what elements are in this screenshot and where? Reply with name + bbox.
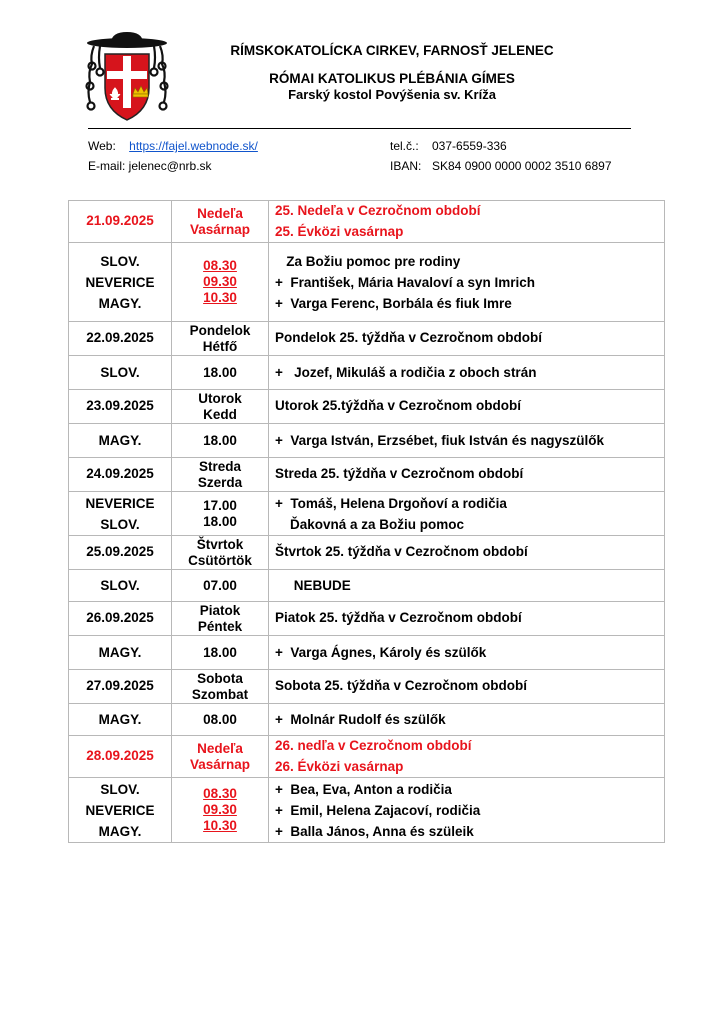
liturgical-day-cell xyxy=(269,390,665,424)
mass-row xyxy=(69,424,665,458)
mass-intention: NEBUDE xyxy=(275,578,351,593)
mass-intention: + Varga István, Erzsébet, fiuk István és nagyszülők xyxy=(275,433,605,448)
mass-intention: + František, Mária Havaloví a syn Imrich xyxy=(275,274,535,290)
liturgical-day-name: 26. nedľa v Cezročnom období xyxy=(275,738,472,753)
day-row xyxy=(69,736,665,778)
church-name: Farský kostol Povýšenia sv. Kríža xyxy=(288,87,496,102)
weekday-sk: Pondelok xyxy=(189,322,251,338)
intention-cell xyxy=(269,570,665,602)
weekday-sk: Štvrtok xyxy=(196,536,244,552)
liturgical-day-name: Streda 25. týždňa v Cezročnom období xyxy=(275,466,524,482)
parish-title-sk: RÍMSKOKATOLÍCKA CIRKEV, FARNOSŤ JELENEC xyxy=(230,43,554,58)
liturgical-day-name: 26. Évközi vasárnap xyxy=(275,758,404,774)
web-label: Web: xyxy=(88,139,116,153)
place-name: SLOV. xyxy=(100,516,140,532)
liturgical-day-cell xyxy=(269,201,665,243)
mass-time: 09.30 xyxy=(203,802,237,817)
weekday-hu: Csütörtök xyxy=(188,552,252,568)
liturgical-day-name: 25. Nedeľa v Cezročnom období xyxy=(275,203,481,218)
place-cell xyxy=(69,570,172,602)
weekday-hu: Péntek xyxy=(197,618,243,634)
parish-coat-of-arms-icon xyxy=(84,30,170,126)
place-name: SLOV. xyxy=(100,781,140,797)
liturgical-day-name: Piatok 25. týždňa v Cezročnom období xyxy=(275,610,522,626)
weekday-sk: Nedeľa xyxy=(197,740,243,756)
iban-row xyxy=(390,159,612,173)
place-name: MAGY. xyxy=(98,433,142,448)
place-name: MAGY. xyxy=(98,295,142,311)
time-cell xyxy=(172,636,269,670)
weekday-sk: Utorok xyxy=(198,390,242,406)
place-cell xyxy=(69,704,172,736)
phone-row xyxy=(390,139,507,153)
day-row xyxy=(69,458,665,492)
time-cell xyxy=(172,570,269,602)
weekday-cell xyxy=(172,670,269,704)
mass-row xyxy=(69,492,665,536)
web-row xyxy=(88,139,258,153)
date-cell: 23.09.2025 xyxy=(69,390,172,424)
date-cell: 27.09.2025 xyxy=(69,670,172,704)
place-cell xyxy=(69,492,172,536)
intention-cell xyxy=(269,243,665,322)
mass-row xyxy=(69,570,665,602)
day-row xyxy=(69,390,665,424)
weekday-cell xyxy=(172,536,269,570)
date-cell: 22.09.2025 xyxy=(69,322,172,356)
date-cell: 26.09.2025 xyxy=(69,602,172,636)
mass-row xyxy=(69,704,665,736)
day-row xyxy=(69,670,665,704)
mass-row xyxy=(69,243,665,322)
time-cell xyxy=(172,243,269,322)
place-cell xyxy=(69,243,172,322)
mass-row xyxy=(69,636,665,670)
mass-time: 07.00 xyxy=(203,577,237,593)
iban-number: SK84 0900 0000 0002 3510 6897 xyxy=(432,159,612,173)
mass-row xyxy=(69,356,665,390)
liturgical-day-cell xyxy=(269,536,665,570)
time-cell xyxy=(172,492,269,536)
place-name: NEVERICE xyxy=(85,274,155,290)
place-name: NEVERICE xyxy=(85,495,155,511)
liturgical-day-cell xyxy=(269,736,665,778)
place-name: MAGY. xyxy=(98,823,142,839)
time-cell xyxy=(172,424,269,458)
liturgical-day-name: Pondelok 25. týždňa v Cezročnom období xyxy=(275,330,543,346)
mass-time: 18.00 xyxy=(203,432,237,448)
weekday-cell xyxy=(172,201,269,243)
weekday-cell xyxy=(172,322,269,356)
intention-cell xyxy=(269,636,665,670)
weekday-sk: Sobota xyxy=(197,670,243,686)
liturgical-day-name: 25. Évközi vasárnap xyxy=(275,223,404,239)
mass-time: 18.00 xyxy=(203,644,237,660)
mass-intention: + Tomáš, Helena Drgoňoví a rodičia xyxy=(275,495,507,511)
date-cell: 24.09.2025 xyxy=(69,458,172,492)
website-link[interactable]: https://fajel.webnode.sk/ xyxy=(129,139,258,153)
mass-time: 17.00 xyxy=(203,497,237,513)
weekday-sk: Piatok xyxy=(199,602,241,618)
time-cell xyxy=(172,704,269,736)
mass-time: 18.00 xyxy=(203,513,237,529)
weekday-cell xyxy=(172,602,269,636)
intention-cell xyxy=(269,424,665,458)
mass-intention: + Varga Ágnes, Károly és szülők xyxy=(275,645,487,660)
phone-label: tel.č.: xyxy=(390,139,419,153)
mass-intention: + Varga Ferenc, Borbála és fiuk Imre xyxy=(275,295,512,311)
date-cell: 21.09.2025 xyxy=(69,201,172,243)
mass-time: 18.00 xyxy=(203,364,237,380)
weekday-hu: Szombat xyxy=(191,686,249,702)
mass-intention: + Molnár Rudolf és szülők xyxy=(275,712,446,727)
weekday-hu: Kedd xyxy=(203,406,237,422)
mass-intention: Ďakovná a za Božiu pomoc xyxy=(275,516,465,532)
liturgical-day-cell xyxy=(269,458,665,492)
liturgical-day-cell xyxy=(269,670,665,704)
weekday-hu: Vasárnap xyxy=(189,756,251,772)
parish-title-hu: RÓMAI KATOLIKUS PLÉBÁNIA GÍMES xyxy=(269,71,515,86)
mass-time: 10.30 xyxy=(203,290,237,305)
intention-cell xyxy=(269,356,665,390)
place-name: SLOV. xyxy=(100,578,140,593)
weekday-cell xyxy=(172,458,269,492)
day-row xyxy=(69,536,665,570)
liturgical-day-cell xyxy=(269,322,665,356)
weekday-hu: Szerda xyxy=(197,474,243,490)
place-cell xyxy=(69,424,172,458)
weekday-hu: Hétfő xyxy=(202,338,238,354)
mass-time: 08.00 xyxy=(203,711,237,727)
mass-time: 09.30 xyxy=(203,274,237,289)
mass-time: 08.30 xyxy=(203,786,237,801)
place-cell xyxy=(69,636,172,670)
weekday-hu: Vasárnap xyxy=(189,221,251,237)
place-name: NEVERICE xyxy=(85,802,155,818)
liturgical-day-cell xyxy=(269,602,665,636)
intention-cell xyxy=(269,778,665,843)
mass-intention: + Bea, Eva, Anton a rodičia xyxy=(275,781,452,797)
date-cell: 25.09.2025 xyxy=(69,536,172,570)
mass-time: 10.30 xyxy=(203,818,237,833)
iban-label: IBAN: xyxy=(390,159,422,173)
weekday-cell xyxy=(172,736,269,778)
place-name: MAGY. xyxy=(98,712,142,727)
place-cell xyxy=(69,778,172,843)
time-cell xyxy=(172,356,269,390)
mass-intention: + Emil, Helena Zajacoví, rodičia xyxy=(275,802,481,818)
liturgical-day-name: Štvrtok 25. týždňa v Cezročnom období xyxy=(275,544,528,560)
liturgical-day-name: Utorok 25.týždňa v Cezročnom období xyxy=(275,398,522,414)
intention-cell xyxy=(269,704,665,736)
date-cell: 28.09.2025 xyxy=(69,736,172,778)
place-name: SLOV. xyxy=(100,365,140,380)
weekday-sk: Nedeľa xyxy=(197,205,243,221)
phone-number: 037-6559-336 xyxy=(432,139,507,153)
place-cell xyxy=(69,356,172,390)
mass-schedule-table xyxy=(68,200,665,843)
mass-intention: + Balla János, Anna és szüleik xyxy=(275,823,474,839)
time-cell xyxy=(172,778,269,843)
mass-row xyxy=(69,778,665,843)
mass-intention: + Jozef, Mikuláš a rodičia z oboch strán xyxy=(275,365,537,380)
mass-intention: Za Božiu pomoc pre rodiny xyxy=(275,253,461,269)
weekday-cell xyxy=(172,390,269,424)
intention-cell xyxy=(269,492,665,536)
day-row xyxy=(69,201,665,243)
day-row xyxy=(69,602,665,636)
mass-time: 08.30 xyxy=(203,258,237,273)
liturgical-day-name: Sobota 25. týždňa v Cezročnom období xyxy=(275,678,528,694)
email-text: E-mail: jelenec@nrb.sk xyxy=(88,159,212,173)
header-divider xyxy=(88,128,631,129)
weekday-sk: Streda xyxy=(198,458,242,474)
place-name: SLOV. xyxy=(100,253,140,269)
place-name: MAGY. xyxy=(98,645,142,660)
day-row xyxy=(69,322,665,356)
